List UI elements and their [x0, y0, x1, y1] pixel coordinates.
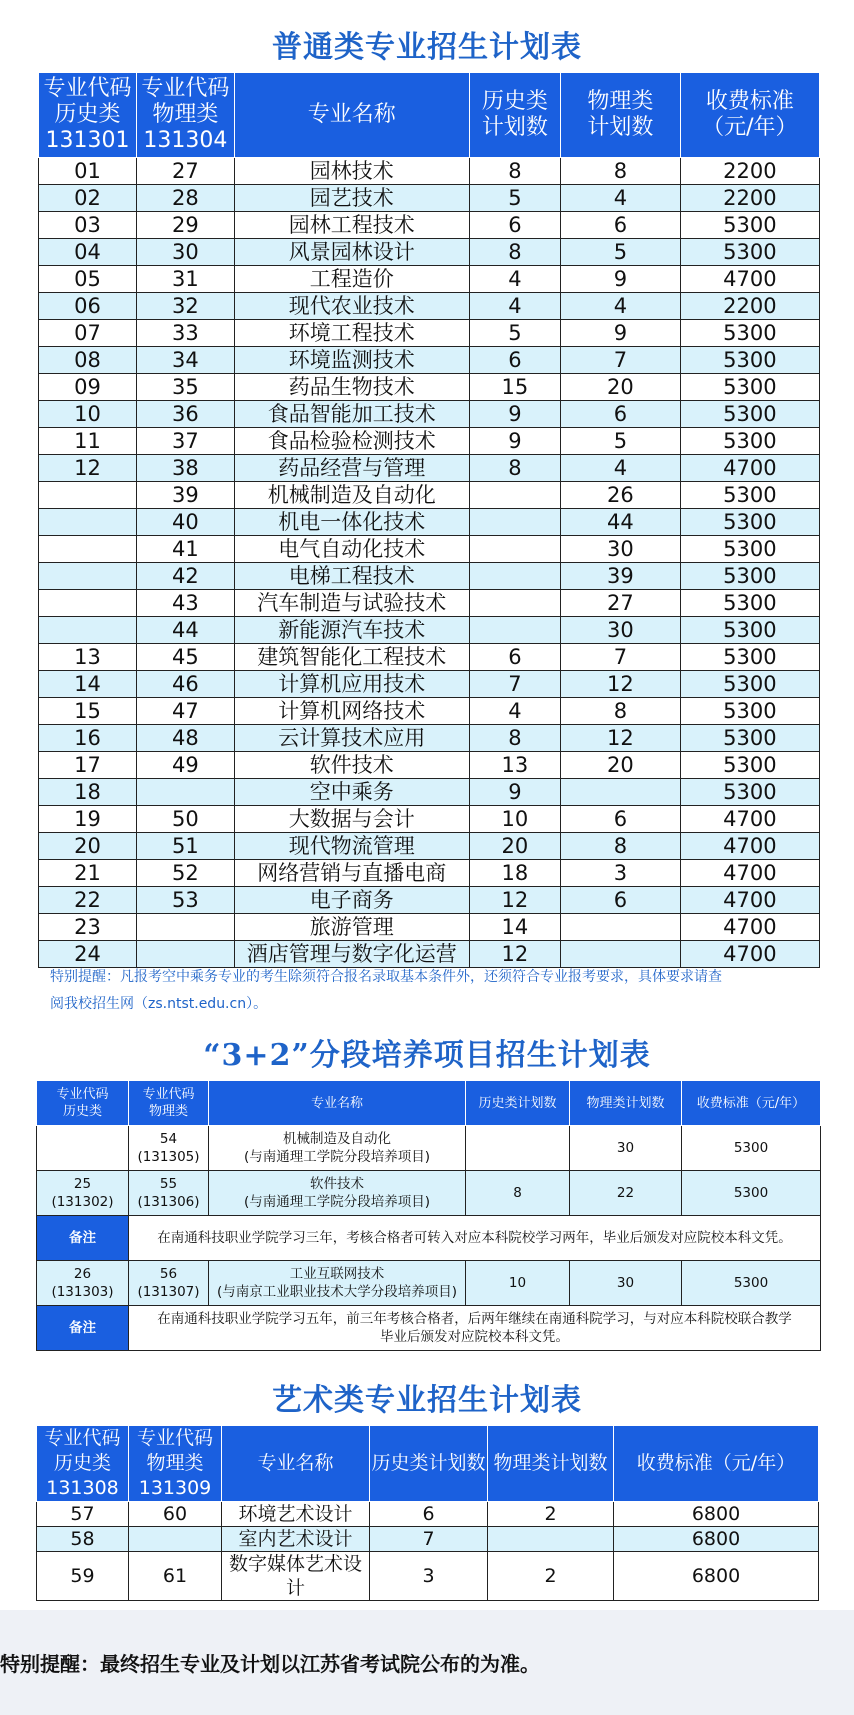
phys-plan — [561, 914, 681, 941]
phys-plan: 3 — [561, 860, 681, 887]
phys-code: 32 — [136, 293, 234, 320]
hist-plan: 15 — [469, 374, 560, 401]
hist-plan: 13 — [469, 752, 560, 779]
phys-plan: 30 — [561, 617, 681, 644]
phys-plan — [561, 779, 681, 806]
hist-plan — [469, 509, 560, 536]
fee: 5300 — [680, 698, 819, 725]
phys-plan: 7 — [561, 347, 681, 374]
table-row — [39, 590, 820, 617]
major-name: 建筑智能化工程技术 — [234, 644, 469, 671]
phys-plan — [488, 1527, 614, 1552]
major-name: 空中乘务 — [234, 779, 469, 806]
hist-code: 24 — [39, 941, 137, 968]
phys-plan: 6 — [561, 212, 681, 239]
phys-code: 31 — [136, 266, 234, 293]
art-plan-table — [36, 1425, 819, 1601]
hist-code — [39, 617, 137, 644]
header-history-plan: 历史类 计划数 — [469, 73, 560, 158]
phys-plan: 26 — [561, 482, 681, 509]
hist-plan — [466, 1126, 570, 1171]
fee: 5300 — [680, 239, 819, 266]
hist-plan: 6 — [469, 644, 560, 671]
major-name: 新能源汽车技术 — [234, 617, 469, 644]
hist-plan: 3 — [370, 1552, 488, 1601]
fee: 5300 — [680, 212, 819, 239]
header-major-name: 专业名称 — [234, 73, 469, 158]
header-code-physics: 专业代码 物理类 131309 — [129, 1426, 222, 1502]
table-row — [39, 428, 820, 455]
phys-code: 50 — [136, 806, 234, 833]
remark-label: 备注 — [37, 1216, 129, 1261]
hist-code: 26 (131303) — [37, 1261, 129, 1306]
major-name: 电梯工程技术 — [234, 563, 469, 590]
fee: 5300 — [680, 590, 819, 617]
phys-plan: 8 — [561, 833, 681, 860]
phys-plan: 6 — [561, 806, 681, 833]
fee: 5300 — [680, 374, 819, 401]
phys-code: 41 — [136, 536, 234, 563]
phys-plan: 22 — [570, 1171, 682, 1216]
fee: 4700 — [680, 941, 819, 968]
major-name: 园林技术 — [234, 158, 469, 185]
hist-code: 21 — [39, 860, 137, 887]
hist-code: 57 — [37, 1502, 129, 1527]
table-row — [39, 698, 820, 725]
table-row — [39, 617, 820, 644]
hist-code: 07 — [39, 320, 137, 347]
major-name: 工业互联网技术 (与南京工业职业技术大学分段培养项目) — [209, 1261, 466, 1306]
hist-plan: 9 — [469, 779, 560, 806]
table-row — [39, 266, 820, 293]
major-name: 计算机应用技术 — [234, 671, 469, 698]
table2-title: “3+2”分段培养项目招生计划表 — [203, 1038, 651, 1073]
table-row — [39, 401, 820, 428]
phys-code: 47 — [136, 698, 234, 725]
table-row — [39, 293, 820, 320]
table-row — [39, 320, 820, 347]
phys-code: 29 — [136, 212, 234, 239]
table-row — [37, 1261, 821, 1306]
major-name: 酒店管理与数字化运营 — [234, 941, 469, 968]
hist-plan: 18 — [469, 860, 560, 887]
fee: 5300 — [680, 779, 819, 806]
major-name: 环境艺术设计 — [222, 1502, 370, 1527]
hist-code: 22 — [39, 887, 137, 914]
phys-code: 52 — [136, 860, 234, 887]
major-name: 汽车制造与试验技术 — [234, 590, 469, 617]
fee: 5300 — [680, 536, 819, 563]
major-name: 现代物流管理 — [234, 833, 469, 860]
phys-code: 49 — [136, 752, 234, 779]
major-name: 软件技术 (与南通理工学院分段培养项目) — [209, 1171, 466, 1216]
fee: 5300 — [680, 320, 819, 347]
hist-code: 14 — [39, 671, 137, 698]
table-row — [39, 887, 820, 914]
table-row — [39, 455, 820, 482]
table-row — [39, 833, 820, 860]
hist-code: 08 — [39, 347, 137, 374]
hist-plan: 8 — [469, 725, 560, 752]
fee: 4700 — [680, 266, 819, 293]
remark-label: 备注 — [37, 1306, 129, 1351]
table-row — [37, 1552, 819, 1601]
phys-plan: 6 — [561, 887, 681, 914]
hist-plan: 8 — [469, 158, 560, 185]
fee: 4700 — [680, 914, 819, 941]
phys-plan: 2 — [488, 1502, 614, 1527]
major-name: 电气自动化技术 — [234, 536, 469, 563]
hist-code: 01 — [39, 158, 137, 185]
hist-plan: 5 — [469, 320, 560, 347]
hist-plan — [469, 482, 560, 509]
fee: 5300 — [680, 617, 819, 644]
major-name: 机械制造及自动化 (与南通理工学院分段培养项目) — [209, 1126, 466, 1171]
header-code-history: 专业代码 历史类 — [37, 1081, 129, 1126]
major-name: 数字媒体艺术设计 — [222, 1552, 370, 1601]
fee: 5300 — [680, 563, 819, 590]
major-name: 环境工程技术 — [234, 320, 469, 347]
table-row — [39, 914, 820, 941]
phys-plan: 8 — [561, 698, 681, 725]
phys-code: 30 — [136, 239, 234, 266]
phys-code — [136, 914, 234, 941]
phys-plan: 4 — [561, 185, 681, 212]
hist-code: 25 (131302) — [37, 1171, 129, 1216]
hist-code: 15 — [39, 698, 137, 725]
major-name: 软件技术 — [234, 752, 469, 779]
table-row — [39, 536, 820, 563]
fee: 4700 — [680, 806, 819, 833]
hist-plan: 14 — [469, 914, 560, 941]
phys-code: 44 — [136, 617, 234, 644]
table-row — [37, 1126, 821, 1171]
fee: 4700 — [680, 887, 819, 914]
fee: 4700 — [680, 860, 819, 887]
table-row — [39, 644, 820, 671]
hist-code: 16 — [39, 725, 137, 752]
hist-plan: 5 — [469, 185, 560, 212]
phys-plan: 5 — [561, 239, 681, 266]
hist-code — [39, 509, 137, 536]
header-code-physics: 专业代码 物理类 — [129, 1081, 209, 1126]
fee: 5300 — [680, 347, 819, 374]
fee: 2200 — [680, 158, 819, 185]
fee: 5300 — [680, 482, 819, 509]
hist-code: 06 — [39, 293, 137, 320]
hist-code: 10 — [39, 401, 137, 428]
major-name: 云计算技术应用 — [234, 725, 469, 752]
hist-plan: 10 — [466, 1261, 570, 1306]
hist-plan: 6 — [469, 347, 560, 374]
major-name: 机械制造及自动化 — [234, 482, 469, 509]
hist-plan: 20 — [469, 833, 560, 860]
phys-plan: 39 — [561, 563, 681, 590]
phys-plan: 4 — [561, 293, 681, 320]
hist-plan: 8 — [469, 455, 560, 482]
table-row — [39, 347, 820, 374]
fee: 6800 — [614, 1527, 819, 1552]
header-code-physics: 专业代码 物理类 131304 — [136, 73, 234, 158]
hist-plan: 4 — [469, 698, 560, 725]
phys-plan: 20 — [561, 374, 681, 401]
fee: 6800 — [614, 1552, 819, 1601]
phys-code: 38 — [136, 455, 234, 482]
phys-code: 56 (131307) — [129, 1261, 209, 1306]
hist-plan: 6 — [370, 1502, 488, 1527]
major-name: 环境监测技术 — [234, 347, 469, 374]
hist-plan — [469, 617, 560, 644]
header-code-history: 专业代码 历史类 131301 — [39, 73, 137, 158]
hist-code: 03 — [39, 212, 137, 239]
hist-plan — [469, 590, 560, 617]
table-row — [39, 806, 820, 833]
phys-plan: 2 — [488, 1552, 614, 1601]
header-code-history: 专业代码 历史类 131308 — [37, 1426, 129, 1502]
fee: 4700 — [680, 833, 819, 860]
footer-reminder: 特别提醒：最终招生专业及计划以江苏省考试院公布的为准。 — [0, 1652, 540, 1676]
phys-plan: 30 — [570, 1126, 682, 1171]
phys-code — [136, 779, 234, 806]
major-name: 工程造价 — [234, 266, 469, 293]
note-line-2: 阅我校招生网（zs.ntst.edu.cn）。 — [50, 996, 268, 1012]
fee: 5300 — [682, 1126, 821, 1171]
fee: 5300 — [682, 1261, 821, 1306]
hist-code: 58 — [37, 1527, 129, 1552]
major-name: 园林工程技术 — [234, 212, 469, 239]
remark-row — [37, 1216, 821, 1261]
header-fee: 收费标准 （元/年） — [680, 73, 819, 158]
major-name: 现代农业技术 — [234, 293, 469, 320]
phys-plan: 44 — [561, 509, 681, 536]
table-row — [39, 158, 820, 185]
table-row — [39, 239, 820, 266]
hist-code — [39, 482, 137, 509]
header-physics-plan: 物理类计划数 — [488, 1426, 614, 1502]
table-row — [39, 482, 820, 509]
table-row — [39, 860, 820, 887]
phys-code: 55 (131306) — [129, 1171, 209, 1216]
note-line-1: 特别提醒：凡报考空中乘务专业的考生除须符合报名录取基本条件外，还须符合专业报考要求，具体要求请查 — [50, 969, 722, 985]
remark-row — [37, 1306, 821, 1351]
hist-code: 12 — [39, 455, 137, 482]
table-row — [39, 779, 820, 806]
major-name: 电子商务 — [234, 887, 469, 914]
header-history-plan: 历史类计划数 — [370, 1426, 488, 1502]
phys-code: 54 (131305) — [129, 1126, 209, 1171]
fee: 2200 — [680, 293, 819, 320]
phys-plan: 9 — [561, 266, 681, 293]
hist-plan — [469, 536, 560, 563]
major-name: 食品智能加工技术 — [234, 401, 469, 428]
header-physics-plan: 物理类 计划数 — [561, 73, 681, 158]
table-row — [39, 671, 820, 698]
header-major-name: 专业名称 — [222, 1426, 370, 1502]
hist-code: 13 — [39, 644, 137, 671]
hist-plan: 4 — [469, 293, 560, 320]
phys-code: 40 — [136, 509, 234, 536]
major-name: 药品经营与管理 — [234, 455, 469, 482]
hist-plan: 9 — [469, 401, 560, 428]
hist-plan: 7 — [370, 1527, 488, 1552]
fee: 4700 — [680, 455, 819, 482]
table-row — [37, 1527, 819, 1552]
hist-code — [39, 536, 137, 563]
general-plan-table — [38, 72, 820, 968]
hist-plan: 8 — [469, 239, 560, 266]
phys-plan: 12 — [561, 725, 681, 752]
phys-code: 28 — [136, 185, 234, 212]
fee: 5300 — [680, 752, 819, 779]
header-history-plan: 历史类计划数 — [466, 1081, 570, 1126]
table3-title: 艺术类专业招生计划表 — [272, 1383, 582, 1418]
phys-plan: 27 — [561, 590, 681, 617]
major-name: 大数据与会计 — [234, 806, 469, 833]
fee: 2200 — [680, 185, 819, 212]
phys-code: 35 — [136, 374, 234, 401]
hist-plan: 12 — [469, 887, 560, 914]
hist-code: 17 — [39, 752, 137, 779]
hist-code: 02 — [39, 185, 137, 212]
phys-plan: 5 — [561, 428, 681, 455]
hist-plan: 10 — [469, 806, 560, 833]
hist-plan: 7 — [469, 671, 560, 698]
phys-code: 33 — [136, 320, 234, 347]
phys-plan: 30 — [561, 536, 681, 563]
phys-code: 36 — [136, 401, 234, 428]
table-row — [39, 752, 820, 779]
fee: 5300 — [680, 644, 819, 671]
phys-code: 48 — [136, 725, 234, 752]
hist-code: 59 — [37, 1552, 129, 1601]
table1-note — [50, 964, 810, 1018]
table-row — [39, 563, 820, 590]
phys-code: 39 — [136, 482, 234, 509]
remark-text: 在南通科技职业学院学习三年，考核合格者可转入对应本科院校学习两年，毕业后颁发对应院校本科文凭。 — [129, 1216, 821, 1261]
hist-code — [39, 590, 137, 617]
phys-code: 53 — [136, 887, 234, 914]
major-name: 网络营销与直播电商 — [234, 860, 469, 887]
fee: 5300 — [680, 401, 819, 428]
major-name: 旅游管理 — [234, 914, 469, 941]
phys-plan: 9 — [561, 320, 681, 347]
table-row — [39, 509, 820, 536]
table1-title: 普通类专业招生计划表 — [272, 30, 582, 65]
phys-plan: 30 — [570, 1261, 682, 1306]
fee: 5300 — [680, 509, 819, 536]
segmented-plan-table — [36, 1080, 821, 1351]
major-name: 室内艺术设计 — [222, 1527, 370, 1552]
phys-code — [129, 1527, 222, 1552]
table-row — [37, 1502, 819, 1527]
phys-plan: 12 — [561, 671, 681, 698]
phys-plan: 7 — [561, 644, 681, 671]
phys-code: 42 — [136, 563, 234, 590]
major-name: 食品检验检测技术 — [234, 428, 469, 455]
header-major-name: 专业名称 — [209, 1081, 466, 1126]
hist-plan — [469, 563, 560, 590]
fee: 5300 — [682, 1171, 821, 1216]
hist-code: 05 — [39, 266, 137, 293]
hist-plan: 9 — [469, 428, 560, 455]
hist-plan: 4 — [469, 266, 560, 293]
remark-text: 在南通科技职业学院学习五年，前三年考核合格者，后两年继续在南通科院学习，与对应本科院校联合教学 毕业后颁发对应院校本科文凭。 — [129, 1306, 821, 1351]
major-name: 机电一体化技术 — [234, 509, 469, 536]
table2-header-row — [37, 1081, 821, 1126]
hist-code — [39, 563, 137, 590]
hist-plan: 6 — [469, 212, 560, 239]
hist-code: 19 — [39, 806, 137, 833]
fee: 5300 — [680, 671, 819, 698]
phys-code: 37 — [136, 428, 234, 455]
table-row — [37, 1171, 821, 1216]
hist-code: 04 — [39, 239, 137, 266]
phys-plan: 4 — [561, 455, 681, 482]
fee: 6800 — [614, 1502, 819, 1527]
hist-code: 23 — [39, 914, 137, 941]
fee: 5300 — [680, 428, 819, 455]
phys-code: 60 — [129, 1502, 222, 1527]
major-name: 风景园林设计 — [234, 239, 469, 266]
table1-header-row — [39, 73, 820, 158]
phys-code: 46 — [136, 671, 234, 698]
phys-code: 61 — [129, 1552, 222, 1601]
hist-code — [37, 1126, 129, 1171]
fee: 5300 — [680, 725, 819, 752]
header-fee: 收费标准（元/年） — [614, 1426, 819, 1502]
phys-plan: 6 — [561, 401, 681, 428]
phys-plan: 20 — [561, 752, 681, 779]
phys-code: 45 — [136, 644, 234, 671]
table-row — [39, 374, 820, 401]
hist-code: 09 — [39, 374, 137, 401]
major-name: 园艺技术 — [234, 185, 469, 212]
hist-plan: 8 — [466, 1171, 570, 1216]
table-row — [39, 212, 820, 239]
hist-plan: 12 — [469, 941, 560, 968]
table-row — [39, 185, 820, 212]
hist-code: 11 — [39, 428, 137, 455]
header-physics-plan: 物理类计划数 — [570, 1081, 682, 1126]
phys-plan: 8 — [561, 158, 681, 185]
footer-banner — [0, 1610, 854, 1715]
table-row — [39, 725, 820, 752]
phys-code: 34 — [136, 347, 234, 374]
phys-code: 27 — [136, 158, 234, 185]
table3-header-row — [37, 1426, 819, 1502]
phys-code: 43 — [136, 590, 234, 617]
header-fee: 收费标准（元/年） — [682, 1081, 821, 1126]
major-name: 计算机网络技术 — [234, 698, 469, 725]
hist-code: 18 — [39, 779, 137, 806]
phys-code: 51 — [136, 833, 234, 860]
hist-code: 20 — [39, 833, 137, 860]
major-name: 药品生物技术 — [234, 374, 469, 401]
